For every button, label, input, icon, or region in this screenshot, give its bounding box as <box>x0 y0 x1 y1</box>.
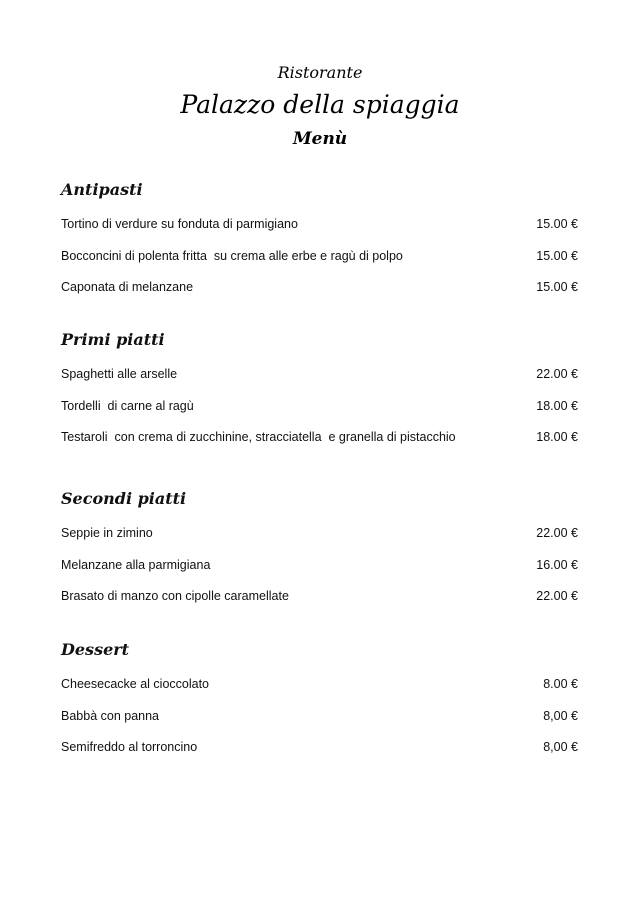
dish-name: Caponata di melanzane <box>61 280 194 294</box>
dish-name: Bocconcini di polenta fritta su crema alle erbe e ragù di polpo <box>61 248 403 263</box>
dish-name: Melanzane alla parmigiana <box>61 557 211 572</box>
menu-item <box>61 366 578 398</box>
section-heading: Secondi piatti <box>61 489 187 508</box>
dish-price: 8,00 € <box>543 740 578 754</box>
dish-price: 18.00 € <box>536 430 578 444</box>
section-heading: Dessert <box>61 640 130 659</box>
dish-price: 16.00 € <box>536 557 578 572</box>
dish-name: Cheesecacke al cioccolato <box>61 677 209 691</box>
dish-price: 8.00 € <box>543 677 578 691</box>
menu-section <box>61 639 578 771</box>
section-heading: Primi piatti <box>61 330 165 349</box>
dish-name: Semifreddo al torroncino <box>61 740 198 754</box>
menu-item <box>61 676 578 708</box>
menu-item <box>61 708 578 740</box>
dish-name: Babbà con panna <box>61 708 160 723</box>
dish-price: 22.00 € <box>536 367 578 381</box>
dish-price: 18.00 € <box>536 398 578 413</box>
dish-price: 15.00 € <box>536 217 578 231</box>
menu-item <box>61 279 578 311</box>
dish-name: Tortino di verdure su fonduta di parmigiano <box>61 217 298 231</box>
restaurant-name: Palazzo della spiaggia <box>180 90 460 119</box>
dish-price: 8,00 € <box>543 708 578 723</box>
dish-price: 22.00 € <box>536 526 578 540</box>
menu-item <box>61 429 578 461</box>
dish-price: 15.00 € <box>536 280 578 294</box>
menu-section <box>61 329 578 461</box>
dish-name: Brasato di manzo con cipolle caramellate <box>61 589 289 603</box>
menu-title: Menù <box>292 129 348 149</box>
dish-price: 22.00 € <box>536 589 578 603</box>
menu-item <box>61 557 578 589</box>
menu-item <box>61 248 578 280</box>
dish-name: Testaroli con crema di zucchinine, stracciatella e granella di pistacchio <box>61 430 456 444</box>
menu-section <box>61 488 578 620</box>
menu-item <box>61 216 578 248</box>
menu-item <box>61 398 578 430</box>
dish-name: Spaghetti alle arselle <box>61 367 178 381</box>
dish-name: Seppie in zimino <box>61 526 153 540</box>
restaurant-label: Ristorante <box>277 63 363 82</box>
menu-item <box>61 588 578 620</box>
dish-price: 15.00 € <box>536 248 578 263</box>
dish-name: Tordelli di carne al ragù <box>61 398 194 413</box>
menu-item <box>61 739 578 771</box>
menu-section <box>61 179 578 311</box>
section-heading: Antipasti <box>61 180 143 199</box>
menu-item <box>61 525 578 557</box>
